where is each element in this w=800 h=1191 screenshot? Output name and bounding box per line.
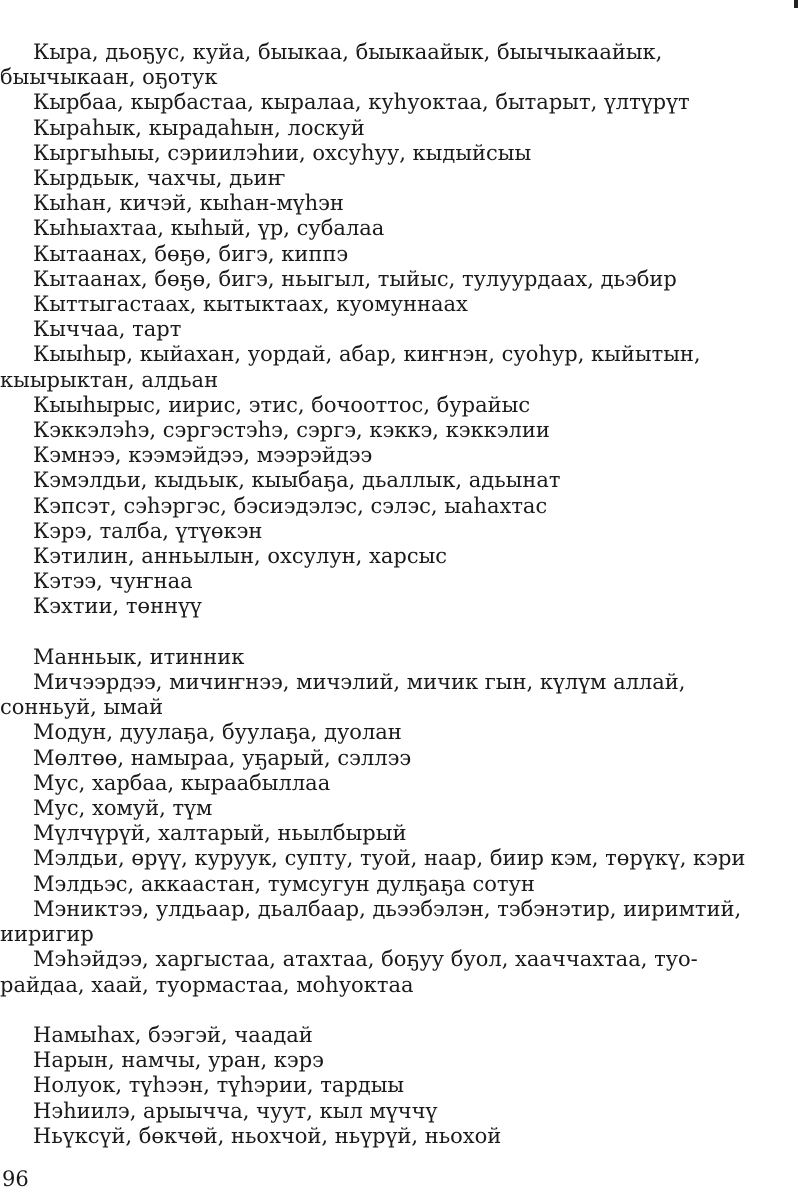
entry-line: Кырбаа, кырбастаа, кыралаа, куһуоктаа, бытарыт, үлтүрүт [33, 90, 690, 115]
synonym-entry [0, 1023, 800, 1048]
entry-line: Кыыһырыс, иирис, этис, бочооттос, бурайыс [33, 392, 531, 417]
synonym-entry [0, 771, 800, 796]
section-gap [0, 620, 800, 645]
section-К [0, 40, 800, 620]
section-М [0, 645, 800, 998]
entry-continuation-line: быычыкаан, оҕотук [0, 65, 218, 90]
entry-line: Мэниктээ, улдьаар, дьалбаар, дьээбэлэн, тэбэнэтир, ииримтий, [33, 896, 742, 921]
entry-line: Кыраһык, кырадаһын, лоскуй [33, 115, 365, 140]
entry-line: Манньык, итинник [33, 644, 245, 669]
entry-line: Кыттыгастаах, кытыктаах, куомуннаах [33, 292, 468, 317]
synonym-entry [0, 216, 800, 241]
entry-line: Кыһыахтаа, кыһый, үр, субалаа [33, 216, 385, 241]
entry-line: Кыыһыр, кыйахан, уордай, абар, киҥнэн, суоһур, кыйытын, [33, 342, 701, 367]
synonym-entry [0, 292, 800, 317]
entry-line: Кэпсэт, сэһэргэс, бэсиэдэлэс, сэлэс, ыаһахтас [33, 493, 548, 518]
section-Н [0, 1023, 800, 1149]
synonym-entry [0, 720, 800, 745]
entry-line: Модун, дуулаҕа, буулаҕа, дуолан [33, 720, 402, 745]
synonym-entry [0, 418, 800, 443]
entry-line: Ньүксүй, бөкчөй, ньохчой, ньүрүй, ньохой [33, 1123, 502, 1148]
entry-line: Кытаанах, бөҕө, бигэ, киппэ [33, 241, 349, 266]
entry-line: Мэлдьэс, аккаастан, тумсугун дулҕаҕа сотун [33, 871, 535, 896]
entry-line: Кэрэ, талба, үтүөкэн [33, 518, 263, 543]
entry-line: Кэтилин, анньылын, охсулун, харсыс [33, 544, 448, 569]
entry-line: Мэлдьи, өрүү, куруук, супту, туой, наар, биир кэм, төрүкү, кэри [33, 846, 746, 871]
entry-line: Кыра, дьоҕус, куйа, быыкаа, быыкаайык, быычыкаайык, [33, 40, 663, 64]
synonym-entry [0, 1048, 800, 1073]
entry-line: Кэтээ, чуҥнаа [33, 569, 193, 594]
entry-continuation-line: сонньуй, ымай [0, 695, 164, 720]
entry-line: Кырдьык, чахчы, дьиҥ [33, 166, 286, 191]
synonym-entry [0, 796, 800, 821]
synonym-entry [0, 468, 800, 493]
synonym-entry [0, 393, 800, 418]
synonym-entry [0, 569, 800, 594]
entry-line: Кыһан, кичэй, кыһан-мүһэн [33, 191, 344, 216]
entry-line: Нэһиилэ, арыычча, чуут, кыл мүччү [33, 1098, 438, 1123]
entry-line: Намыһах, бээгэй, чаадай [33, 1022, 313, 1047]
synonym-entry [0, 947, 800, 997]
synonym-entry [0, 821, 800, 846]
synonym-entry [0, 544, 800, 569]
page-number: 96 [2, 1167, 29, 1191]
synonym-entry [0, 90, 800, 115]
entry-continuation-line: райдаа, хаай, туормастаа, моһуоктаа [0, 972, 414, 997]
synonym-entry [0, 166, 800, 191]
synonym-entry [0, 116, 800, 141]
entry-line: Мичээрдээ, мичиҥнээ, мичэлий, мичик гын, күлүм аллай, [33, 670, 686, 695]
synonym-entry [0, 443, 800, 468]
synonym-entry [0, 872, 800, 897]
entry-line: Мус, харбаа, кыраабыллаа [33, 770, 331, 795]
entry-line: Кэмнээ, кээмэйдээ, мээрэйдээ [33, 443, 373, 468]
entry-line: Нолуок, түһээн, түһэрии, тардыы [33, 1073, 405, 1098]
synonym-entry [0, 645, 800, 670]
synonym-entry [0, 141, 800, 166]
entry-line: Мүлчүрүй, халтарый, ньылбырый [33, 821, 407, 846]
entry-line: Мус, хомуй, түм [33, 796, 213, 821]
synonym-entry [0, 317, 800, 342]
synonym-entry [0, 1124, 800, 1149]
entry-line: Кыччаа, тарт [33, 317, 182, 342]
synonym-entry [0, 897, 800, 947]
synonym-entry [0, 342, 800, 392]
dictionary-page [0, 40, 800, 1149]
synonym-entry [0, 746, 800, 771]
entry-line: Кыргыһыы, сэриилэһии, охсуһуу, кыдыйсыы [33, 140, 532, 165]
synonym-entry [0, 242, 800, 267]
entry-line: Кытаанах, бөҕө, бигэ, ньыгыл, тыйыс, тулуурдаах, дьэбир [33, 266, 677, 291]
scan-corner-mark [794, 0, 798, 8]
synonym-entry [0, 1073, 800, 1098]
synonym-entry [0, 1099, 800, 1124]
synonym-entry [0, 494, 800, 519]
entry-line: Мэһэйдээ, харгыстаа, атахтаа, боҕуу буол, хааччахтаа, туо- [33, 947, 698, 972]
synonym-entry [0, 191, 800, 216]
synonym-entry [0, 40, 800, 90]
section-gap [0, 998, 800, 1023]
entry-line: Кэккэлэһэ, сэргэстэһэ, сэргэ, кэккэ, кэккэлии [33, 418, 550, 443]
entry-line: Кэмэлдьи, кыдьык, кыыбаҕа, дьаллык, адьынат [33, 468, 561, 493]
entry-continuation-line: кыырыктан, алдьан [0, 367, 219, 392]
synonym-entry [0, 594, 800, 619]
entry-line: Нарын, намчы, уран, кэрэ [33, 1048, 324, 1073]
synonym-entry [0, 846, 800, 871]
entry-continuation-line: ииригир [0, 922, 94, 947]
entry-line: Кэхтии, төннүү [33, 594, 202, 619]
synonym-entry [0, 519, 800, 544]
synonym-entry [0, 670, 800, 720]
synonym-entry [0, 267, 800, 292]
entry-line: Мөлтөө, намыраа, уҕарый, сэллээ [33, 745, 412, 770]
